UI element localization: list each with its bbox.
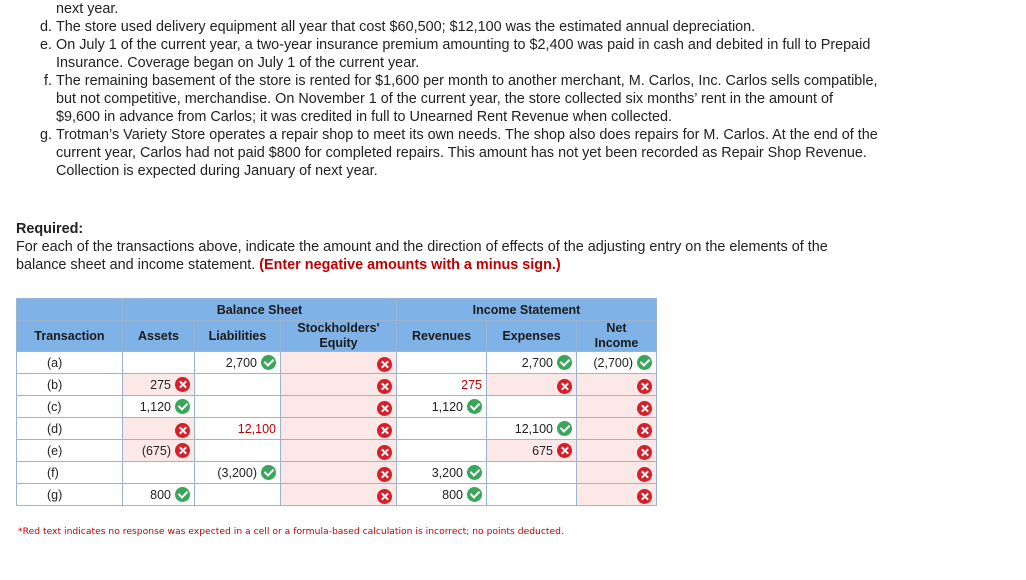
expenses-value: 675 (532, 443, 553, 458)
x-mark-icon (377, 489, 392, 504)
net-cell[interactable] (577, 484, 657, 506)
checkmark-icon (557, 421, 572, 436)
item-text: The remaining basement of the store is rented for $1,600 per month to another merchant, M. Carlos, Inc. Carlos sells compatible, (56, 73, 878, 89)
col-liabilities: Liabilities (195, 321, 281, 352)
item-label: g. (39, 127, 52, 143)
cell-content (515, 421, 572, 436)
cell-content (633, 379, 652, 394)
cell-content (522, 355, 572, 370)
checkmark-icon (557, 355, 572, 370)
x-mark-icon (637, 489, 652, 504)
net-cell[interactable] (577, 396, 657, 418)
checkmark-icon (467, 399, 482, 414)
cell-content (373, 489, 392, 504)
revenues-cell[interactable] (397, 374, 487, 396)
item-text: Collection is expected during January of next year. (56, 163, 378, 179)
equity-cell[interactable] (281, 440, 397, 462)
item-text: Trotman’s Variety Store operates a repair shop to meet its own needs. The shop also does repairs for M. Carlos. At the end of the (56, 127, 878, 143)
equity-cell[interactable] (281, 462, 397, 484)
income-statement-header: Income Statement (397, 299, 657, 321)
cell-content (461, 378, 482, 392)
checkmark-icon (467, 465, 482, 480)
assets-cell[interactable] (123, 462, 195, 484)
x-mark-icon (637, 401, 652, 416)
assets-cell[interactable] (123, 440, 195, 462)
item-text: current year, Carlos had not paid $800 for completed repairs. This amount has not yet been recorded as Repair Shop Revenue. (56, 145, 867, 161)
revenues-cell[interactable] (397, 440, 487, 462)
item-label: d. (39, 19, 52, 35)
problem-text (0, 0, 1000, 180)
problem-top-line: next year. (56, 1, 119, 17)
checkmark-icon (175, 399, 190, 414)
checkmark-icon (261, 465, 276, 480)
balance-sheet-header: Balance Sheet (123, 299, 397, 321)
revenues-value: 275 (461, 377, 482, 392)
liabilities-cell[interactable] (195, 396, 281, 418)
table-row (17, 418, 657, 440)
effects-table (16, 298, 657, 506)
cell-content (217, 465, 276, 480)
revenues-cell[interactable] (397, 484, 487, 506)
net-cell[interactable] (577, 374, 657, 396)
expenses-cell[interactable] (487, 374, 577, 396)
x-mark-icon (377, 379, 392, 394)
col-net-l2: Income (594, 336, 639, 350)
x-mark-icon (637, 445, 652, 460)
transaction-label: (b) (17, 374, 123, 396)
cell-content (373, 423, 392, 438)
cell-content (532, 443, 572, 458)
cell-content (442, 487, 482, 502)
cell-content (633, 467, 652, 482)
liabilities-cell[interactable] (195, 352, 281, 374)
cell-content (238, 422, 276, 436)
col-equity (281, 321, 397, 352)
cell-content (373, 467, 392, 482)
expenses-value: 12,100 (514, 421, 553, 436)
required-heading: Required: (16, 221, 84, 237)
assets-cell[interactable] (123, 484, 195, 506)
cell-content (553, 379, 572, 394)
required-section (16, 220, 1006, 274)
required-emphasis: (Enter negative amounts with a minus sign.) (259, 257, 561, 273)
checkmark-icon (175, 487, 190, 502)
equity-cell[interactable] (281, 484, 397, 506)
problem-item-e (0, 36, 1000, 72)
col-net-l1: Net (606, 321, 627, 335)
cell-content (373, 445, 392, 460)
cell-content (373, 357, 392, 372)
table-row (17, 374, 657, 396)
revenues-cell[interactable] (397, 352, 487, 374)
liabilities-value: 12,100 (237, 421, 276, 436)
cell-content (140, 399, 190, 414)
problem-item-f (0, 72, 1000, 126)
assets-value: 1,120 (139, 399, 171, 414)
assets-value: (675) (141, 443, 171, 458)
liabilities-cell[interactable] (195, 440, 281, 462)
equity-cell[interactable] (281, 352, 397, 374)
cell-content (142, 443, 190, 458)
x-mark-icon (637, 467, 652, 482)
revenues-value: 1,120 (431, 399, 463, 414)
problem-item-g (0, 126, 1000, 180)
checkmark-icon (261, 355, 276, 370)
assets-cell[interactable] (123, 396, 195, 418)
equity-cell[interactable] (281, 396, 397, 418)
cell-content (150, 487, 190, 502)
x-mark-icon (377, 401, 392, 416)
net-cell[interactable] (577, 352, 657, 374)
expenses-cell[interactable] (487, 352, 577, 374)
revenues-value: 3,200 (431, 465, 463, 480)
cell-content (633, 489, 652, 504)
net-cell[interactable] (577, 418, 657, 440)
item-text: Insurance. Coverage began on July 1 of the current year. (56, 55, 420, 71)
col-revenues: Revenues (397, 321, 487, 352)
transaction-label: (e) (17, 440, 123, 462)
group-header-row (17, 299, 657, 321)
liabilities-cell[interactable] (195, 374, 281, 396)
cell-content (373, 379, 392, 394)
table-row (17, 440, 657, 462)
assets-value: 800 (150, 487, 171, 502)
x-mark-icon (175, 443, 190, 458)
liabilities-cell[interactable] (195, 462, 281, 484)
checkmark-icon (637, 355, 652, 370)
transaction-label: (a) (17, 352, 123, 374)
revenues-cell[interactable] (397, 418, 487, 440)
col-equity-l2: Equity (319, 336, 358, 350)
table-row (17, 352, 657, 374)
col-net-income (577, 321, 657, 352)
assets-cell[interactable] (123, 374, 195, 396)
x-mark-icon (637, 379, 652, 394)
liabilities-cell[interactable] (195, 418, 281, 440)
problem-item-d (0, 18, 1000, 36)
table-row (17, 484, 657, 506)
item-label: e. (39, 37, 52, 53)
net-value: (2,700) (593, 355, 633, 370)
assets-cell[interactable] (123, 352, 195, 374)
required-instructions-cont: balance sheet and income statement. (16, 257, 256, 273)
col-assets: Assets (123, 321, 195, 352)
cell-content (373, 401, 392, 416)
cell-content (432, 399, 482, 414)
revenues-cell[interactable] (397, 462, 487, 484)
col-transaction: Transaction (17, 321, 123, 352)
liabilities-value: 2,700 (225, 355, 257, 370)
item-label: f. (44, 73, 52, 89)
net-cell[interactable] (577, 440, 657, 462)
liabilities-value: (3,200) (217, 465, 257, 480)
equity-cell[interactable] (281, 418, 397, 440)
x-mark-icon (377, 467, 392, 482)
x-mark-icon (377, 445, 392, 460)
cell-content (633, 445, 652, 460)
item-text: On July 1 of the current year, a two-year insurance premium amounting to $2,400 was paid in cash and debited in full to Prepaid (56, 37, 871, 53)
item-text: but not competitive, merchandise. On November 1 of the current year, the store collected six months’ rent in the amount of (56, 91, 833, 107)
expenses-cell[interactable] (487, 440, 577, 462)
expenses-cell[interactable] (487, 418, 577, 440)
expenses-cell[interactable] (487, 462, 577, 484)
liabilities-cell[interactable] (195, 484, 281, 506)
cell-content (633, 401, 652, 416)
x-mark-icon (557, 443, 572, 458)
revenues-cell[interactable] (397, 396, 487, 418)
net-cell[interactable] (577, 462, 657, 484)
equity-cell[interactable] (281, 374, 397, 396)
expenses-cell[interactable] (487, 484, 577, 506)
transaction-label: (f) (17, 462, 123, 484)
revenues-value: 800 (442, 487, 463, 502)
expenses-value: 2,700 (521, 355, 553, 370)
cell-content (150, 377, 190, 392)
x-mark-icon (637, 423, 652, 438)
x-mark-icon (557, 379, 572, 394)
cell-content (226, 355, 276, 370)
cell-content (633, 423, 652, 438)
transaction-label: (g) (17, 484, 123, 506)
header-blank (17, 299, 123, 321)
assets-cell[interactable] (123, 418, 195, 440)
table-body (17, 352, 657, 506)
cell-content (171, 423, 190, 438)
table-row (17, 462, 657, 484)
column-header-row (17, 321, 657, 352)
transaction-label: (d) (17, 418, 123, 440)
item-text: $9,600 in advance from Carlos; it was credited in full to Unearned Rent Revenue when collected. (56, 109, 672, 125)
x-mark-icon (175, 423, 190, 438)
required-instructions: For each of the transactions above, indicate the amount and the direction of effects of the adjusting entry on the elements of the (16, 239, 828, 255)
item-text: The store used delivery equipment all year that cost $60,500; $12,100 was the estimated annual depreciation. (56, 19, 756, 35)
table-row (17, 396, 657, 418)
assets-value: 275 (150, 377, 171, 392)
cell-content (432, 465, 482, 480)
x-mark-icon (377, 423, 392, 438)
x-mark-icon (377, 357, 392, 372)
checkmark-icon (467, 487, 482, 502)
transaction-label: (c) (17, 396, 123, 418)
col-equity-l1: Stockholders' (297, 321, 380, 335)
x-mark-icon (175, 377, 190, 392)
cell-content (593, 355, 652, 370)
col-expenses: Expenses (487, 321, 577, 352)
footnote: *Red text indicates no response was expected in a cell or a formula-based calculation is incorrect; no points deducted. (18, 526, 564, 537)
expenses-cell[interactable] (487, 396, 577, 418)
